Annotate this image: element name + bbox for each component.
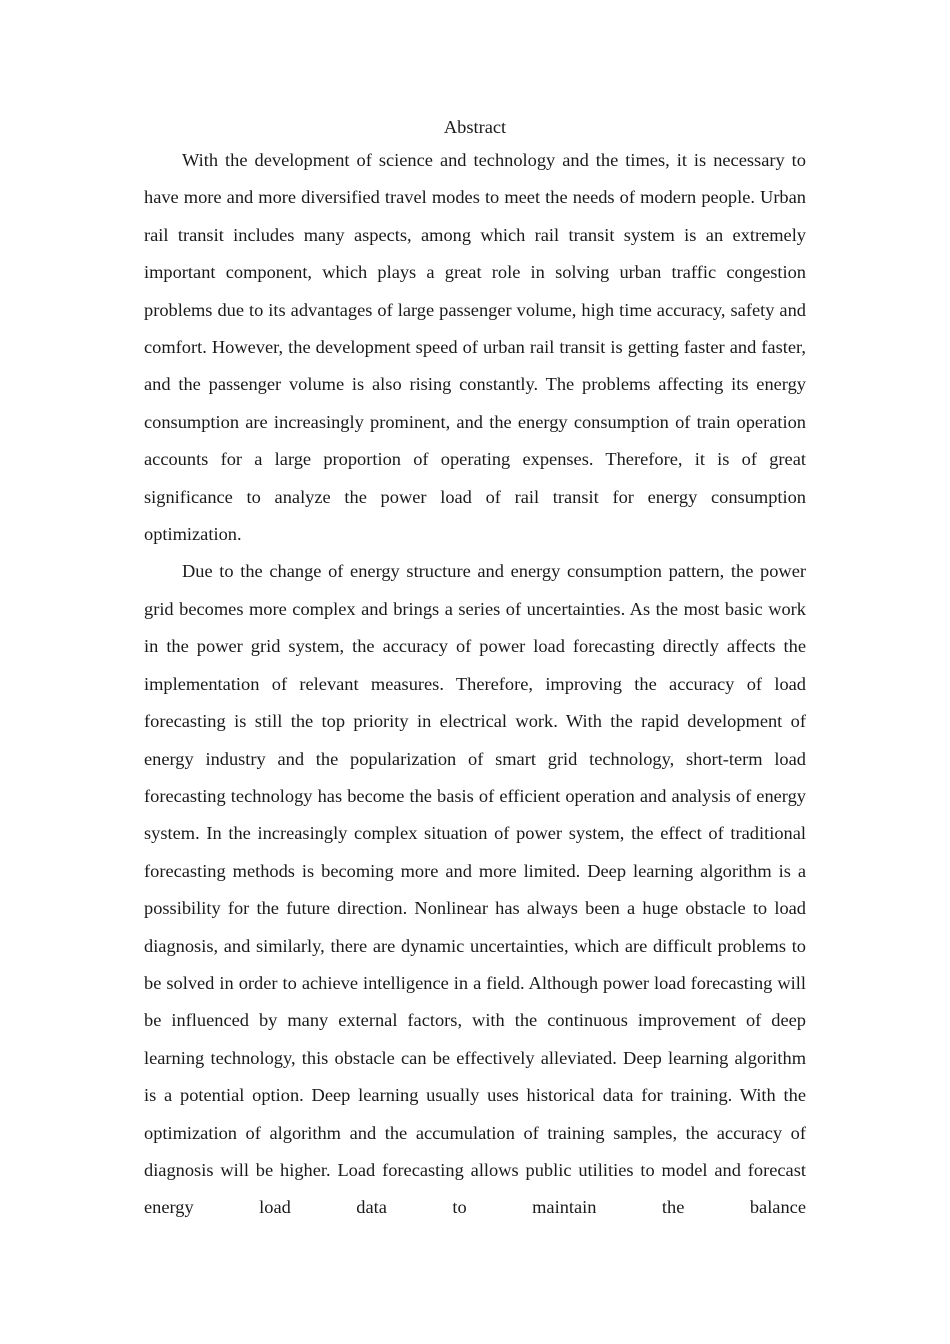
abstract-heading: Abstract — [443, 117, 507, 137]
document-page — [144, 112, 806, 1227]
abstract-paragraph-1: With the development of science and technology and the times, it is necessary to have more and more diversified travel modes to meet the needs of modern people. Urban rail transit includes many aspects, among which rail transit system is an extremely important component, which plays a great role in solving urban traffic congestion problems due to its advantages of large passenger volume, high time accuracy, safety and comfort. However, the development speed of urban rail transit is getting faster and faster, and the passenger volume is also rising constantly. The problems affecting its energy consumption are increasingly prominent, and the energy consumption of train operation accounts for a large proportion of operating expenses. Therefore, it is of great significance to analyze the power load of rail transit for energy consumption optimization. — [144, 150, 806, 545]
abstract-paragraph-2: Due to the change of energy structure and energy consumption pattern, the power grid becomes more complex and brings a series of uncertainties. As the most basic work in the power grid system, the accuracy of power load forecasting directly affects the implementation of relevant measures. Therefore, improving the accuracy of load forecasting is still the top priority in electrical work. With the rapid development of energy industry and the popularization of smart grid technology, short-term load forecasting technology has become the basis of efficient operation and analysis of energy system. In the increasingly complex situation of power system, the effect of traditional forecasting methods is becoming more and more limited. Deep learning algorithm is a possibility for the future direction. Nonlinear has always been a huge obstacle to load diagnosis, and similarly, there are dynamic uncertainties, which are difficult problems to be solved in order to achieve intelligence in a field. Although power load forecasting will be influenced by many external factors, with the continuous improvement of deep learning technology, this obstacle can be effectively alleviated. Deep learning algorithm is a potential option. Deep learning usually uses historical data for training. With the optimization of algorithm and the accumulation of training samples, the accuracy of diagnosis will be higher. Load forecasting allows public utilities to model and forecast energy load data to maintain the balance — [144, 561, 806, 1218]
